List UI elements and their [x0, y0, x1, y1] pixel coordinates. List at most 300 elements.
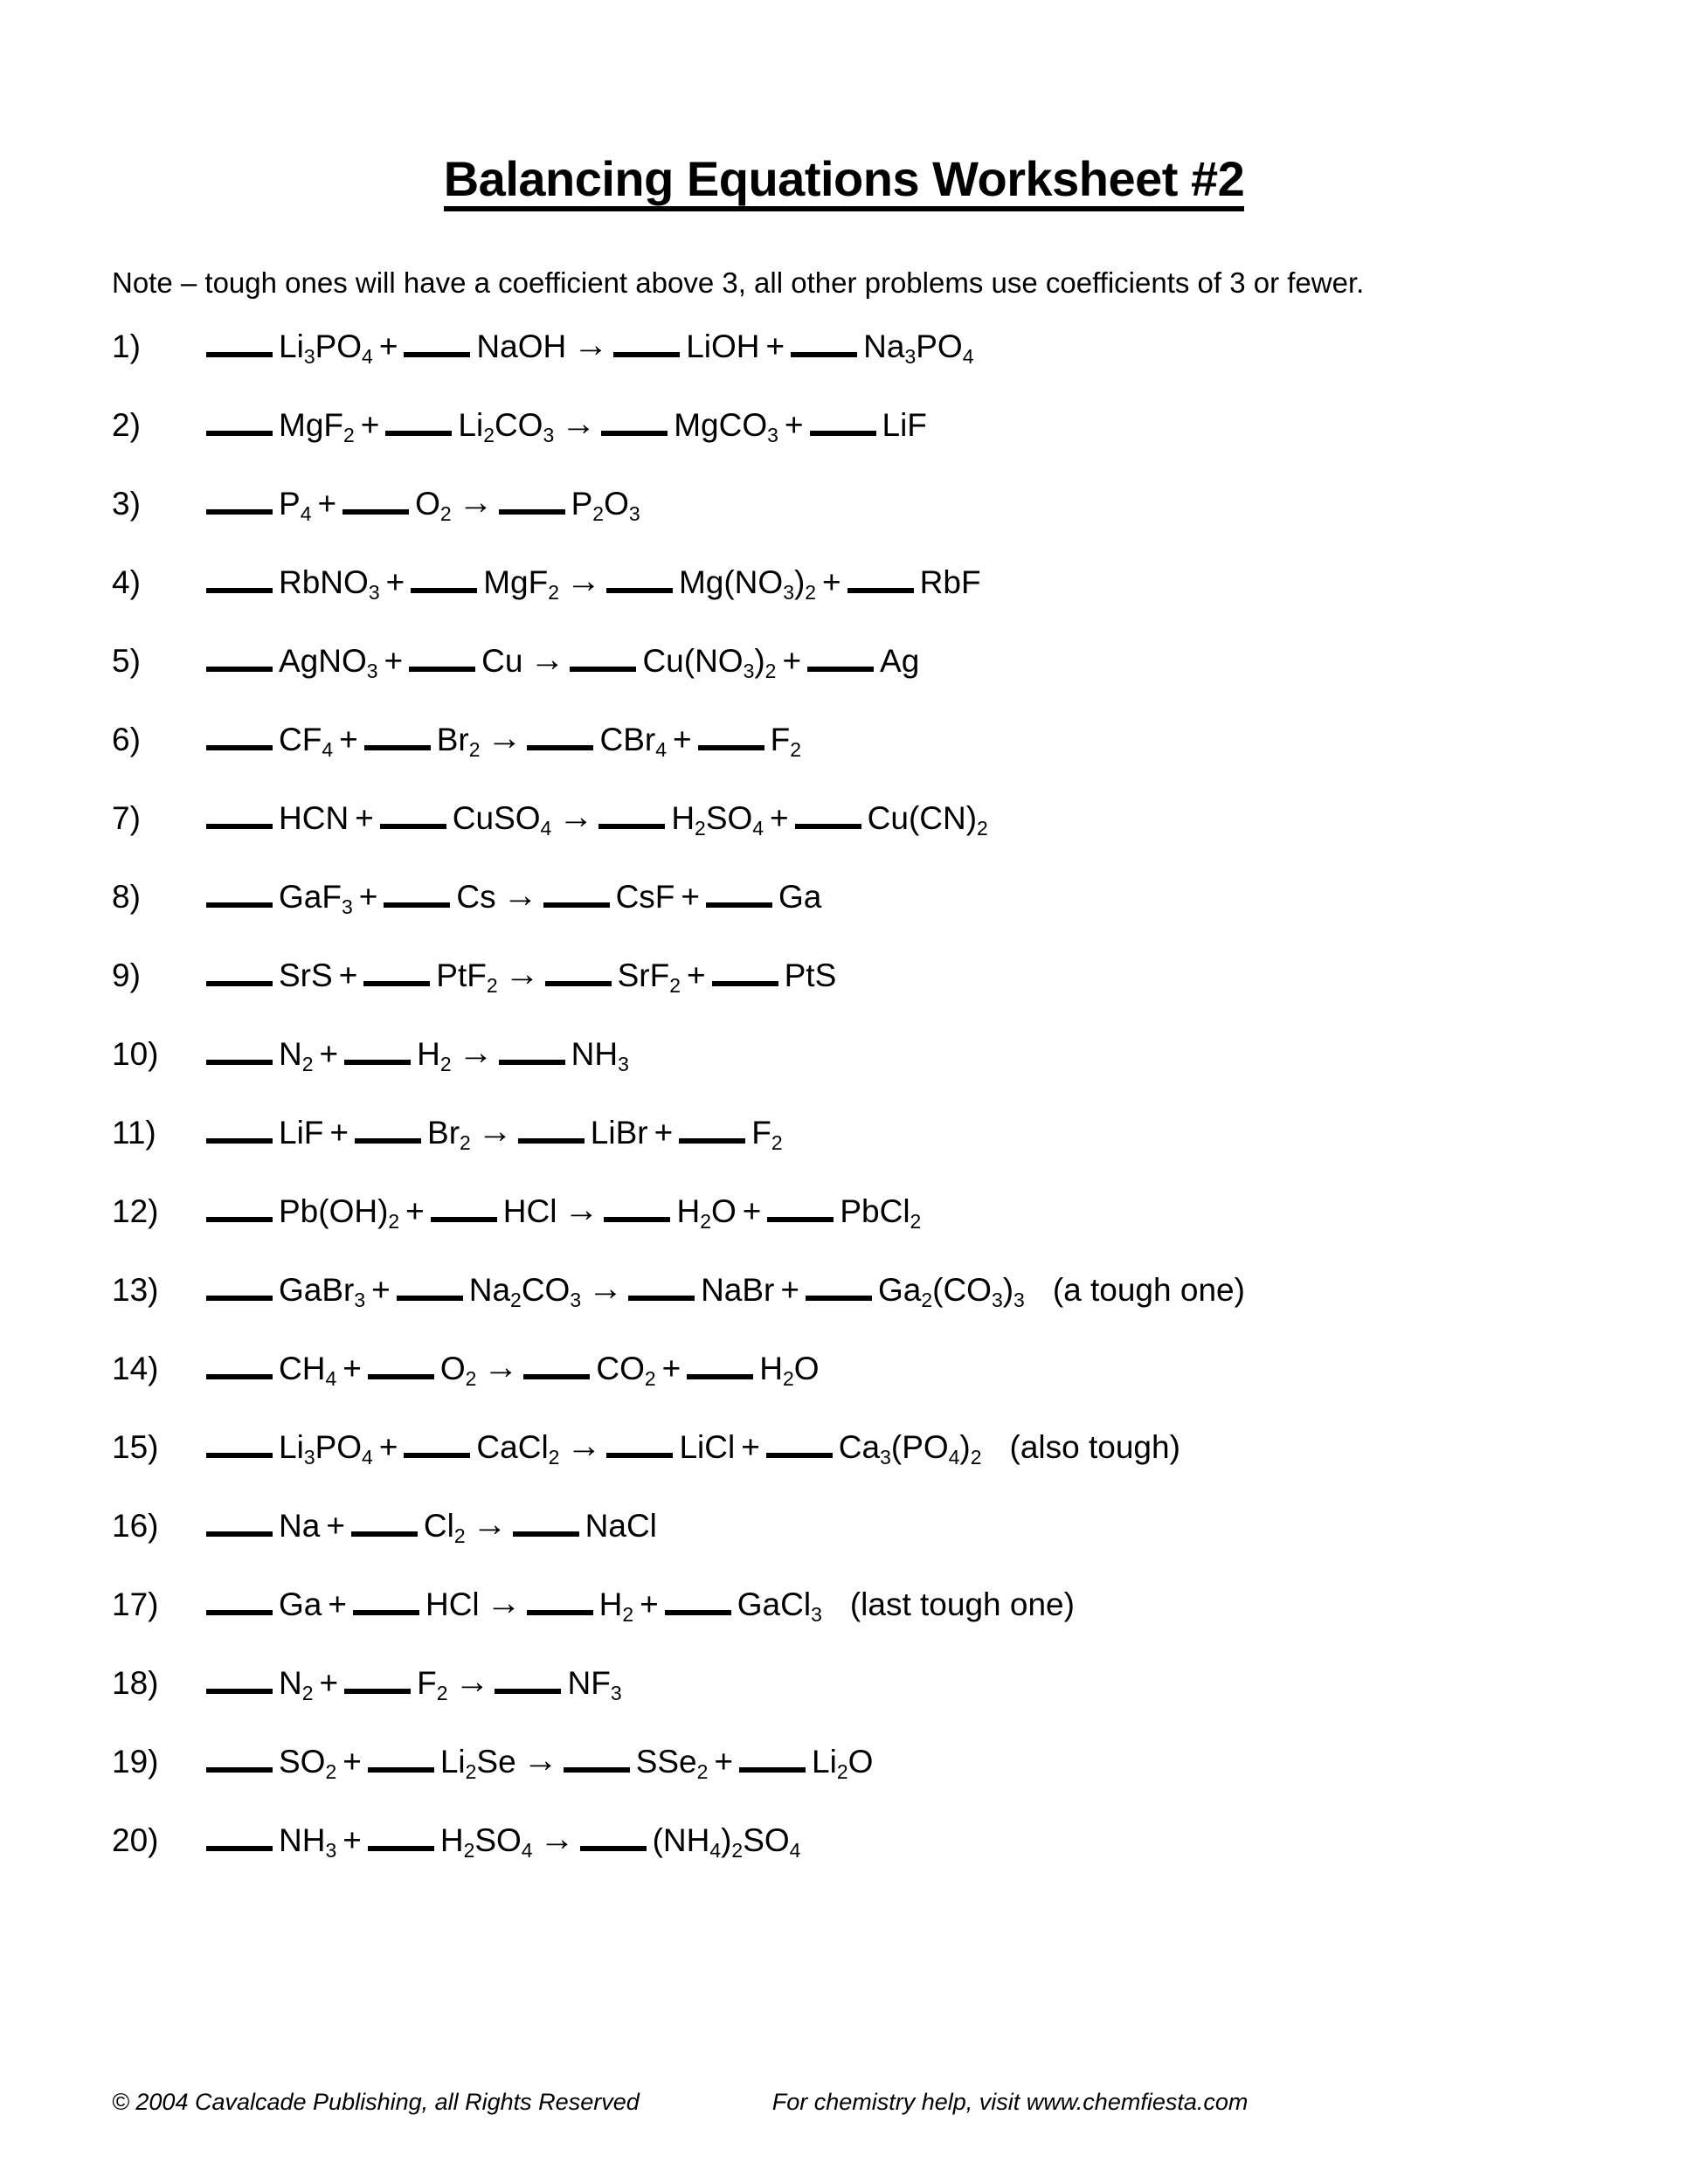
chemical-formula: Cs — [456, 879, 496, 916]
problem-number: 14) — [112, 1351, 159, 1387]
plus-sign: + — [822, 564, 841, 601]
chemical-formula: $F_2$ — [770, 722, 801, 762]
chemical-formula: $NF_3$ — [567, 1665, 622, 1705]
problem-row — [112, 1187, 1576, 1266]
plus-sign: + — [319, 1036, 339, 1073]
problem-row — [112, 1344, 1576, 1423]
formula-subscript: 2 — [439, 502, 452, 526]
coefficient-blank[interactable] — [206, 401, 273, 436]
chemical-formula: $N_2$ — [279, 1665, 314, 1705]
problem-number: 5) — [112, 643, 141, 680]
chemical-formula: MgF$_2$ — [483, 564, 559, 605]
problem-number: 13) — [112, 1272, 159, 1309]
chemical-formula: HCl — [502, 1193, 557, 1230]
coefficient-blank[interactable] — [344, 1030, 411, 1065]
chemical-formula: SrS — [279, 957, 333, 994]
problem-row — [112, 1109, 1576, 1187]
formula-subscript: 2 — [644, 1367, 656, 1391]
equation — [206, 715, 1576, 762]
coefficient-blank[interactable] — [206, 558, 273, 593]
chemical-formula: LiCl — [679, 1429, 736, 1466]
formula-subscript: 2 — [592, 502, 605, 526]
coefficient-blank[interactable] — [206, 1344, 273, 1379]
coefficient-blank[interactable] — [206, 1266, 273, 1301]
chemical-formula: $Li_2Se$ — [439, 1744, 516, 1784]
coefficient-blank[interactable] — [523, 1344, 590, 1379]
coefficient-blank[interactable] — [564, 1738, 630, 1773]
chemical-formula: RbF — [919, 564, 981, 601]
chemical-formula: $Li_2O$ — [812, 1744, 874, 1784]
equation — [206, 480, 1576, 526]
title-container — [112, 0, 1576, 245]
coefficient-blank[interactable] — [795, 794, 861, 829]
formula-subscript: 2 — [463, 1839, 475, 1863]
chemical-formula: $Cu(CN)_2$ — [867, 800, 988, 840]
problem-number: 10) — [112, 1036, 159, 1073]
coefficient-blank[interactable] — [606, 558, 673, 593]
coefficient-blank[interactable] — [384, 873, 450, 908]
chemical-formula: $Br_2$ — [436, 722, 481, 762]
problem-row — [112, 1659, 1576, 1738]
coefficient-blank[interactable] — [206, 794, 273, 829]
formula-subscript: 2 — [301, 1682, 314, 1705]
chemical-formula: $Li_2CO_3$ — [458, 407, 555, 447]
reaction-arrow-icon: → — [472, 1505, 508, 1545]
coefficient-blank[interactable] — [806, 1266, 872, 1301]
formula-subscript: 4 — [362, 345, 373, 369]
help-text: For chemistry help, visit www.chemfiesta.com — [771, 2088, 1249, 2115]
problem-number: 15) — [112, 1429, 159, 1466]
plus-sign: + — [319, 1665, 339, 1702]
plus-sign: + — [317, 486, 337, 522]
coefficient-blank[interactable] — [598, 794, 665, 829]
plus-sign: + — [329, 1115, 349, 1151]
chemical-formula: $Ga_2(CO_3)_3$ — [878, 1272, 1025, 1312]
chemical-formula: Cu — [481, 643, 523, 680]
formula-subscript: 2 — [836, 1760, 848, 1784]
coefficient-blank[interactable] — [665, 1580, 731, 1615]
chemical-formula: $Na_3PO_4$ — [863, 328, 974, 369]
problem-number: 20) — [112, 1822, 159, 1859]
reaction-arrow-icon: → — [566, 1427, 602, 1466]
coefficient-blank[interactable] — [353, 1580, 419, 1615]
chemical-formula: $Li_3PO_4$ — [279, 328, 373, 369]
chemical-formula: $NH_3$ — [571, 1036, 629, 1076]
plus-sign: + — [661, 1351, 681, 1387]
equation — [206, 1109, 1576, 1155]
problem-hint: (a tough one) — [1052, 1272, 1245, 1309]
formula-subscript: 2 — [669, 974, 681, 998]
formula-subscript: 4 — [540, 817, 552, 840]
chemical-formula: $H_2SO_4$ — [671, 800, 764, 840]
reaction-arrow-icon: → — [486, 1584, 522, 1623]
chemical-formula: NaOH — [476, 328, 567, 365]
chemical-formula: LiF — [882, 407, 927, 444]
coefficient-blank[interactable] — [368, 1816, 434, 1851]
problem-row — [112, 951, 1576, 1030]
formula-subscript: 2 — [388, 1210, 400, 1234]
formula-subscript: 2 — [782, 1367, 794, 1391]
formula-subscript: 4 — [709, 1839, 722, 1863]
coefficient-blank[interactable] — [613, 322, 680, 357]
coefficient-blank[interactable] — [687, 1344, 753, 1379]
coefficient-blank[interactable] — [712, 951, 778, 986]
formula-subscript: 3 — [904, 345, 917, 369]
coefficient-blank[interactable] — [601, 401, 668, 436]
problem-row — [112, 1580, 1576, 1659]
problem-number: 7) — [112, 800, 141, 837]
coefficient-blank[interactable] — [495, 1659, 561, 1694]
chemical-formula: MgCO$_3$ — [674, 407, 778, 447]
problem-number: 2) — [112, 407, 141, 444]
problem-number: 12) — [112, 1193, 159, 1230]
coefficient-blank[interactable] — [706, 873, 772, 908]
formula-subscript: 2 — [483, 424, 495, 447]
chemical-formula: PbCl$_2$ — [840, 1193, 922, 1234]
plus-sign: + — [338, 957, 358, 994]
chemical-formula: Na — [279, 1508, 321, 1545]
coefficient-blank[interactable] — [543, 873, 610, 908]
coefficient-blank[interactable] — [363, 951, 430, 986]
coefficient-blank[interactable] — [404, 1423, 470, 1458]
equation — [206, 1266, 1576, 1312]
formula-subscript: 4 — [655, 738, 667, 762]
coefficient-blank[interactable] — [411, 558, 477, 593]
formula-subscript: 2 — [771, 1131, 783, 1155]
equation — [206, 873, 1576, 919]
formula-subscript: 4 — [962, 345, 974, 369]
chemical-formula: CaCl$_2$ — [476, 1429, 560, 1469]
reaction-arrow-icon: → — [487, 719, 522, 758]
formula-subscript: 3 — [783, 581, 794, 605]
plus-sign: + — [358, 879, 378, 916]
coefficient-blank[interactable] — [791, 322, 857, 357]
coefficient-blank[interactable] — [545, 951, 612, 986]
coefficient-blank[interactable] — [580, 1816, 647, 1851]
chemical-formula: Ga — [778, 879, 822, 916]
chemical-formula: $Pb(OH)_2$ — [279, 1193, 400, 1234]
plus-sign: + — [742, 1193, 762, 1230]
formula-subscript: 3 — [991, 1289, 1003, 1312]
problem-row — [112, 480, 1576, 558]
chemical-formula: $CO_2$ — [596, 1351, 656, 1391]
chemical-formula: $NH_3$ — [279, 1822, 337, 1863]
copyright-text: © 2004 Cavalcade Publishing, all Rights Reserved — [112, 2088, 640, 2115]
chemical-formula: $H_2O$ — [759, 1351, 820, 1391]
chemical-formula: $Na_2CO_3$ — [468, 1272, 582, 1312]
formula-subscript: 2 — [695, 817, 706, 840]
coefficient-blank[interactable] — [206, 873, 273, 908]
plus-sign: + — [765, 328, 785, 365]
plus-sign: + — [378, 328, 398, 365]
plus-sign: + — [672, 722, 692, 758]
coefficient-blank[interactable] — [206, 715, 273, 750]
chemical-formula: $CF_4$ — [279, 722, 334, 762]
formula-subscript: 3 — [368, 581, 380, 605]
formula-subscript: 3 — [1013, 1289, 1025, 1312]
formula-subscript: 2 — [764, 660, 777, 683]
formula-subscript: 3 — [811, 1603, 822, 1627]
problem-row — [112, 873, 1576, 951]
chemical-formula: SSe$_2$ — [635, 1744, 709, 1784]
coefficient-blank[interactable] — [364, 715, 431, 750]
chemical-formula: $O_2$ — [439, 1351, 477, 1391]
chemical-formula: RbNO$_3$ — [279, 564, 380, 605]
formula-subscript: 3 — [325, 1839, 337, 1863]
plus-sign: + — [714, 1744, 733, 1780]
chemical-formula: $Mg(NO_3)_2$ — [678, 564, 817, 605]
chemical-formula: $Br_2$ — [427, 1115, 471, 1155]
chemical-formula: $P_2O_3$ — [571, 486, 640, 526]
equation — [206, 1502, 1576, 1548]
coefficient-blank[interactable] — [380, 794, 446, 829]
formula-subscript: 3 — [743, 660, 755, 683]
formula-subscript: 2 — [510, 1289, 522, 1312]
instructions-note: Note – tough ones will have a coefficient above 3, all other problems use coefficients of 3 or fewer. — [112, 266, 1365, 299]
equation — [206, 794, 1576, 840]
chemical-formula: CsF — [615, 879, 675, 916]
plus-sign: + — [355, 800, 374, 837]
coefficient-blank[interactable] — [351, 1502, 418, 1537]
formula-subscript: 2 — [921, 1289, 933, 1312]
coefficient-blank[interactable] — [739, 1738, 806, 1773]
plus-sign: + — [741, 1429, 760, 1466]
coefficient-blank[interactable] — [409, 637, 475, 672]
problem-number: 9) — [112, 957, 141, 994]
coefficient-blank[interactable] — [206, 1030, 273, 1065]
formula-subscript: 2 — [790, 738, 801, 762]
coefficient-blank[interactable] — [397, 1266, 463, 1301]
formula-subscript: 3 — [628, 502, 640, 526]
formula-subscript: 2 — [700, 1210, 711, 1234]
problem-row — [112, 558, 1576, 637]
coefficient-blank[interactable] — [206, 1109, 273, 1144]
reaction-arrow-icon: → — [564, 1191, 599, 1230]
plus-sign: + — [342, 1744, 362, 1780]
equation — [206, 1580, 1576, 1627]
equation — [206, 1816, 1576, 1863]
chemical-formula: CuSO$_4$ — [452, 800, 552, 840]
problem-number: 4) — [112, 564, 141, 601]
problem-number: 17) — [112, 1586, 159, 1623]
reaction-arrow-icon: → — [483, 1348, 519, 1387]
formula-subscript: 4 — [362, 1446, 373, 1469]
chemical-formula: $O_2$ — [415, 486, 452, 526]
chemical-formula: LiBr — [590, 1115, 648, 1151]
equation — [206, 1344, 1576, 1391]
problem-row — [112, 401, 1576, 480]
problem-number: 6) — [112, 722, 141, 758]
plus-sign: + — [405, 1193, 425, 1230]
formula-subscript: 4 — [322, 738, 334, 762]
coefficient-blank[interactable] — [807, 637, 874, 672]
problem-number: 18) — [112, 1665, 159, 1702]
chemical-formula: NaBr — [701, 1272, 775, 1309]
page-footer — [112, 2088, 1576, 2116]
chemical-formula: $P_4$ — [279, 486, 312, 526]
coefficient-blank[interactable] — [698, 715, 764, 750]
chemical-formula: GaCl$_3$ — [737, 1586, 822, 1627]
plus-sign: + — [360, 407, 380, 444]
problem-row — [112, 637, 1576, 715]
formula-subscript: 3 — [543, 424, 555, 447]
coefficient-blank[interactable] — [404, 322, 470, 357]
formula-subscript: 4 — [752, 817, 764, 840]
formula-subscript: 3 — [303, 1446, 315, 1469]
formula-subscript: 2 — [468, 738, 481, 762]
coefficient-blank[interactable] — [206, 1187, 273, 1222]
problem-row — [112, 1030, 1576, 1109]
coefficient-blank[interactable] — [206, 1423, 273, 1458]
chemical-formula: GaBr$_3$ — [279, 1272, 366, 1312]
coefficient-blank[interactable] — [606, 1423, 673, 1458]
formula-subscript: 2 — [343, 424, 355, 447]
formula-subscript: 3 — [767, 424, 778, 447]
chemical-formula: $H_2$ — [417, 1036, 452, 1076]
reaction-arrow-icon: → — [504, 955, 540, 994]
formula-subscript: 4 — [789, 1839, 801, 1863]
formula-subscript: 2 — [460, 1131, 471, 1155]
plus-sign: + — [681, 879, 701, 916]
problem-number: 16) — [112, 1508, 159, 1545]
plus-sign: + — [784, 407, 804, 444]
formula-subscript: 2 — [439, 1053, 452, 1076]
chemical-formula: PtF$_2$ — [436, 957, 498, 998]
reaction-arrow-icon: → — [522, 1741, 558, 1780]
formula-subscript: 2 — [486, 974, 498, 998]
coefficient-blank[interactable] — [810, 401, 876, 436]
equation — [206, 558, 1576, 605]
coefficient-blank[interactable] — [679, 1109, 745, 1144]
coefficient-blank[interactable] — [206, 322, 273, 357]
plus-sign: + — [339, 722, 358, 758]
plus-sign: + — [328, 1586, 347, 1623]
plus-sign: + — [780, 1272, 799, 1309]
reaction-arrow-icon: → — [477, 1112, 513, 1151]
reaction-arrow-icon: → — [565, 562, 601, 601]
equation — [206, 1738, 1576, 1784]
chemical-formula: $SO_2$ — [279, 1744, 337, 1784]
coefficient-blank[interactable] — [206, 1659, 273, 1694]
coefficient-blank[interactable] — [344, 1659, 411, 1694]
coefficient-blank[interactable] — [206, 480, 273, 515]
coefficient-blank[interactable] — [206, 1816, 273, 1851]
formula-subscript: 3 — [341, 895, 353, 919]
formula-subscript: 2 — [731, 1839, 744, 1863]
formula-subscript: 3 — [354, 1289, 366, 1312]
coefficient-blank[interactable] — [206, 1502, 273, 1537]
chemical-formula: $N_2$ — [279, 1036, 314, 1076]
plus-sign: + — [654, 1115, 674, 1151]
chemical-formula: CBr$_4$ — [599, 722, 667, 762]
chemical-formula: Ag — [880, 643, 920, 680]
formula-subscript: 4 — [521, 1839, 533, 1863]
formula-subscript: 2 — [805, 581, 817, 605]
chemical-formula: SrF$_2$ — [617, 957, 681, 998]
chemical-formula: $Ca_3(PO_4)_2$ — [838, 1429, 982, 1469]
formula-subscript: 2 — [548, 581, 559, 605]
coefficient-blank[interactable] — [499, 1030, 565, 1065]
coefficient-blank[interactable] — [206, 637, 273, 672]
coefficient-blank[interactable] — [499, 480, 565, 515]
coefficient-blank[interactable] — [628, 1266, 695, 1301]
chemical-formula: PtS — [784, 957, 837, 994]
coefficient-blank[interactable] — [385, 401, 452, 436]
chemical-formula: HCN — [279, 800, 349, 837]
chemical-formula: Ga — [279, 1586, 322, 1623]
formula-subscript: 2 — [453, 1524, 466, 1548]
equation — [206, 322, 1576, 369]
coefficient-blank[interactable] — [527, 715, 593, 750]
problem-row — [112, 1266, 1576, 1344]
coefficient-blank[interactable] — [431, 1187, 497, 1222]
plus-sign: + — [326, 1508, 345, 1545]
chemical-formula: HCl — [425, 1586, 480, 1623]
coefficient-blank[interactable] — [527, 1580, 593, 1615]
plus-sign: + — [384, 643, 404, 680]
chemical-formula: GaF$_3$ — [279, 879, 353, 919]
coefficient-blank[interactable] — [847, 558, 914, 593]
equation — [206, 1030, 1576, 1076]
plus-sign: + — [371, 1272, 391, 1309]
formula-subscript: 2 — [548, 1446, 560, 1469]
equation — [206, 1659, 1576, 1705]
coefficient-blank[interactable] — [767, 1187, 834, 1222]
coefficient-blank[interactable] — [342, 480, 409, 515]
chemical-formula: $CH_4$ — [279, 1351, 337, 1391]
formula-subscript: 4 — [948, 1446, 960, 1469]
equation — [206, 401, 1576, 447]
reaction-arrow-icon: → — [502, 876, 538, 916]
coefficient-blank[interactable] — [206, 1580, 273, 1615]
coefficient-blank[interactable] — [206, 951, 273, 986]
problem-row — [112, 1816, 1576, 1895]
coefficient-blank[interactable] — [355, 1109, 421, 1144]
formula-subscript: 2 — [970, 1446, 982, 1469]
problem-row — [112, 322, 1576, 401]
chemical-formula: $Li_3PO_4$ — [279, 1429, 373, 1469]
problem-list — [112, 322, 1576, 1895]
equation — [206, 1187, 1576, 1234]
reaction-arrow-icon: → — [529, 640, 565, 680]
problem-row — [112, 1423, 1576, 1502]
chemical-formula: LiF — [279, 1115, 324, 1151]
coefficient-blank[interactable] — [570, 637, 636, 672]
plus-sign: + — [342, 1822, 362, 1859]
coefficient-blank[interactable] — [368, 1738, 434, 1773]
chemical-formula: AgNO$_3$ — [279, 643, 378, 683]
formula-subscript: 2 — [696, 1760, 709, 1784]
coefficient-blank[interactable] — [368, 1344, 434, 1379]
chemical-formula: LiOH — [686, 328, 760, 365]
formula-subscript: 3 — [570, 1289, 582, 1312]
formula-subscript: 2 — [325, 1760, 337, 1784]
problem-row — [112, 1502, 1576, 1580]
plus-sign: + — [378, 1429, 398, 1466]
coefficient-blank[interactable] — [513, 1502, 579, 1537]
formula-subscript: 3 — [618, 1053, 629, 1076]
coefficient-blank[interactable] — [518, 1109, 585, 1144]
coefficient-blank[interactable] — [604, 1187, 670, 1222]
chemical-formula: $H_2SO_4$ — [439, 1822, 533, 1863]
formula-subscript: 2 — [910, 1210, 922, 1234]
problem-row — [112, 794, 1576, 873]
formula-subscript: 2 — [436, 1682, 448, 1705]
coefficient-blank[interactable] — [206, 1738, 273, 1773]
equation — [206, 637, 1576, 683]
coefficient-blank[interactable] — [766, 1423, 833, 1458]
problem-number: 19) — [112, 1744, 159, 1780]
